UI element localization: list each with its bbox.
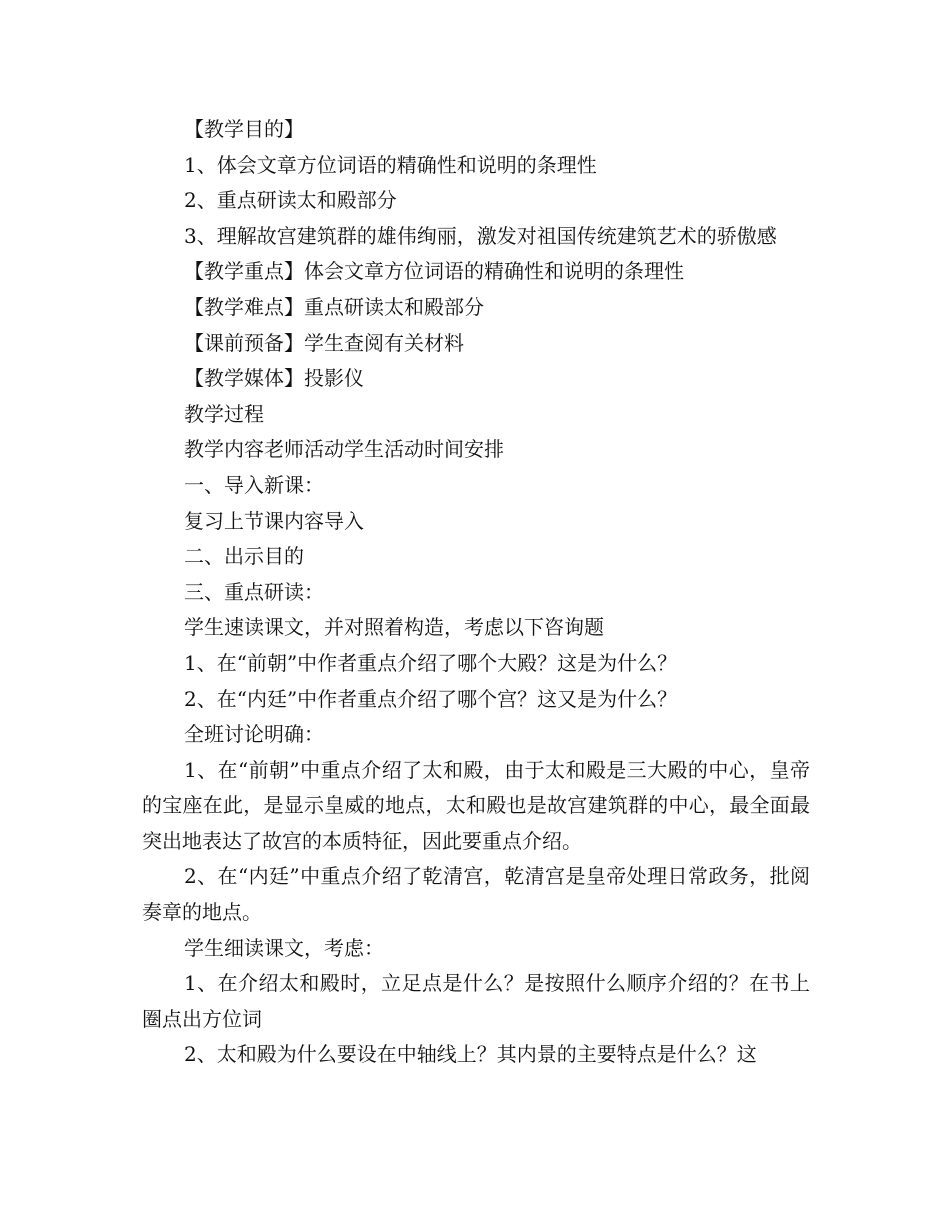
- objective-item-1: 1、体会文章方位词语的精确性和说明的条理性: [184, 152, 597, 177]
- step-3-heading: 三、重点研读：: [184, 579, 324, 604]
- teaching-process-heading: 教学过程: [184, 401, 264, 426]
- teaching-media: 【教学媒体】投影仪: [184, 366, 364, 391]
- close-reading-question-2: 2、太和殿为什么要设在中轴线上？其内景的主要特点是什么？这: [184, 1042, 757, 1067]
- step-1-heading: 一、导入新课：: [184, 472, 324, 497]
- step-1-content: 复习上节课内容导入: [184, 508, 364, 533]
- discussion-heading: 全班讨论明确：: [184, 722, 324, 747]
- document-body: [142, 112, 810, 1073]
- pre-class-preparation: 【课前预备】学生查阅有关材料: [184, 330, 464, 355]
- section-heading-objectives: 【教学目的】: [184, 117, 304, 141]
- question-1: 1、在“前朝”中作者重点介绍了哪个大殿？这是为什么？: [184, 650, 678, 675]
- step-2-heading: 二、出示目的: [184, 544, 304, 569]
- close-reading-task: 学生细读课文，考虑：: [184, 935, 384, 960]
- process-table-header: 教学内容老师活动学生活动时间安排: [184, 437, 504, 462]
- objective-item-3: 3、理解故宫建筑群的雄伟绚丽，激发对祖国传统建筑艺术的骄傲感: [184, 223, 777, 248]
- teaching-focus: 【教学重点】体会文章方位词语的精确性和说明的条理性: [184, 259, 684, 284]
- answer-2: 2、在“内廷”中重点介绍了乾清宫，乾清宫是皇帝处理日常政务，批阅奏章的地点。: [142, 864, 810, 925]
- objective-item-2: 2、重点研读太和殿部分: [184, 188, 397, 213]
- quick-reading-task: 学生速读课文，并对照着构造，考虑以下咨询题: [184, 615, 604, 640]
- close-reading-question-1: 1、在介绍太和殿时，立足点是什么？是按照什么顺序介绍的？在书上圈点出方位词: [142, 971, 810, 1031]
- teaching-difficulty: 【教学难点】重点研读太和殿部分: [184, 294, 484, 319]
- answer-1: 1、在“前朝”中重点介绍了太和殿，由于太和殿是三大殿的中心，皇帝的宝座在此，是显示皇威的地点，太和殿也是故宫建筑群的中心，最全面最突出地表达了故宫的本质特征，因此要重点介绍。: [142, 757, 810, 853]
- question-2: 2、在“内廷”中作者重点介绍了哪个宫？这又是为什么？: [184, 686, 678, 711]
